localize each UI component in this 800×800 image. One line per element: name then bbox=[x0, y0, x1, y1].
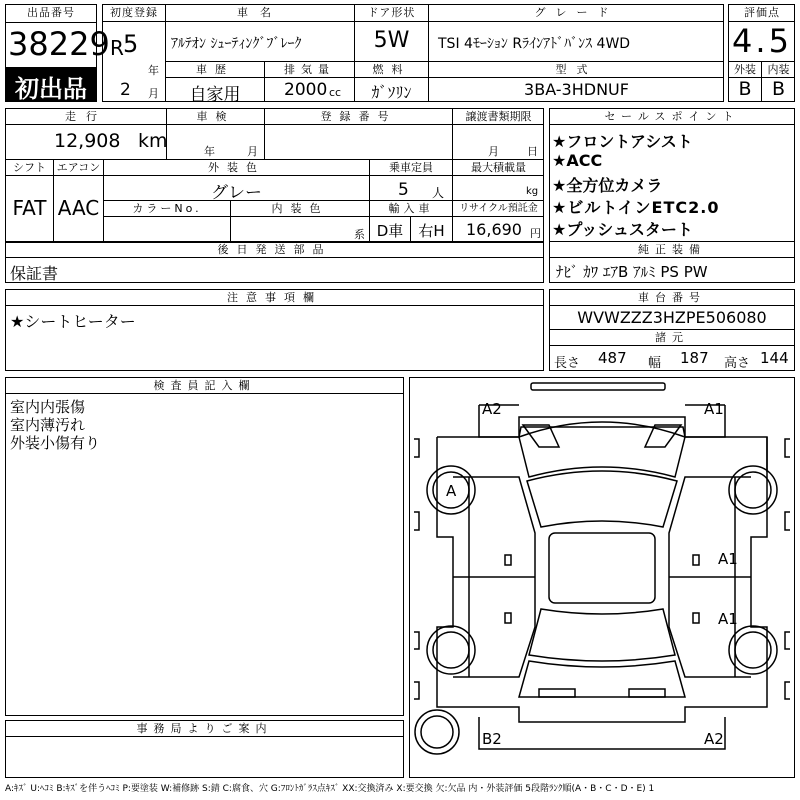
height-value: 144 bbox=[760, 349, 789, 367]
sales-point-2: ★ACC bbox=[552, 151, 603, 170]
sales-points-label: セールスポイント bbox=[604, 110, 740, 123]
import-label: 輸入車 bbox=[388, 202, 434, 215]
ext-color-label: 外装色 bbox=[208, 161, 265, 174]
office-label: 事務局よりご案内 bbox=[136, 722, 273, 735]
inspector-label: 検査員記入欄 bbox=[153, 379, 256, 392]
grade-value: TSI 4ﾓｰｼｮﾝ Rﾗｲﾝｱﾄﾞﾊﾞﾝｽ 4WD bbox=[438, 36, 631, 52]
mark-front-left: A2 bbox=[482, 400, 502, 418]
notes-label: 注意事項欄 bbox=[227, 291, 322, 304]
notes-value: ★シートヒーター bbox=[10, 312, 136, 331]
capacity-label: 乗車定員 bbox=[389, 161, 433, 174]
import-value-1: D車 bbox=[376, 222, 404, 240]
model-code-value: 3BA-3HDNUF bbox=[524, 80, 629, 99]
aircon-label: エアコン bbox=[56, 161, 101, 174]
sales-point-3: ★全方位カメラ bbox=[552, 176, 663, 195]
fuel-label: 燃料 bbox=[372, 63, 411, 76]
genuine-equip-value: ﾅﾋﾞ ｶﾜ ｴｱB ｱﾙﾐ PS PW bbox=[556, 263, 708, 281]
length-label: 長さ bbox=[554, 356, 581, 371]
model-code-label: 型式 bbox=[555, 63, 598, 76]
capacity-unit: 人 bbox=[432, 186, 445, 200]
width-value: 187 bbox=[680, 349, 709, 367]
displacement-unit: cc bbox=[329, 86, 342, 99]
first-listing-badge bbox=[6, 67, 96, 101]
first-reg-month: 2 bbox=[120, 80, 131, 100]
mark-right-door-rear: A1 bbox=[718, 610, 738, 628]
history-label: 車歴 bbox=[196, 63, 234, 76]
sales-point-1: ★フロントアシスト bbox=[552, 132, 693, 151]
first-reg-era: R bbox=[110, 36, 124, 60]
mark-rear-right: A2 bbox=[704, 730, 724, 748]
car-damage-diagram bbox=[409, 377, 795, 778]
later-parts-label: 後日発送部品 bbox=[217, 243, 332, 256]
chassis-label: 車台番号 bbox=[638, 291, 706, 304]
max-load-unit: kg bbox=[526, 186, 539, 197]
genuine-equip-label: 純正装備 bbox=[638, 243, 706, 256]
later-parts-value: 保証書 bbox=[10, 264, 59, 283]
mark-front-right: A1 bbox=[704, 400, 724, 418]
doors-value: 5W bbox=[373, 28, 410, 53]
recycle-value: 16,690 bbox=[466, 220, 522, 239]
sales-point-5: ★プッシュスタート bbox=[552, 220, 693, 239]
width-label: 幅 bbox=[648, 356, 662, 371]
doors-label: ドア形状 bbox=[367, 6, 416, 19]
int-color-label: 内装色 bbox=[271, 202, 329, 215]
inspection-month-unit: 月 bbox=[247, 145, 258, 158]
displacement-label: 排気量 bbox=[284, 63, 335, 76]
recycle-unit: 円 bbox=[530, 227, 541, 240]
fuel-value: ｶﾞｿﾘﾝ bbox=[371, 83, 412, 102]
grade-label: グレード bbox=[534, 6, 619, 19]
legend-text: A:ｷｽﾞ U:ﾍｺﾐ B:ｷｽﾞを伴うﾍｺﾐ P:要塗装 W:補修跡 S:錆 C:腐食、穴 G:ﾌﾛﾝﾄｶﾞﾗｽ点ｷｽﾞ XX:交換済み X:要交換 欠:欠品 内・外装評価 5段階ﾗﾝｸ順(A・B・C・D・E) 1 bbox=[5, 784, 655, 794]
exterior-label: 外装 bbox=[734, 63, 756, 76]
history-value: 自家用 bbox=[189, 85, 241, 105]
displacement-value: 2000 bbox=[284, 80, 328, 100]
car-name-label: 車名 bbox=[237, 6, 283, 19]
max-load-label: 最大積載量 bbox=[471, 161, 526, 174]
mark-rear-left: B2 bbox=[482, 730, 502, 748]
interior-label: 内装 bbox=[767, 63, 790, 76]
first-reg-year-unit: 年 bbox=[148, 64, 159, 77]
first-reg-year: 5 bbox=[123, 30, 139, 58]
first-reg-month-unit: 月 bbox=[148, 87, 159, 100]
transfer-month-unit: 月 bbox=[488, 145, 499, 158]
height-label: 高さ bbox=[724, 356, 751, 371]
mileage-value: 12,908 bbox=[54, 130, 121, 152]
lot-label: 出品番号 bbox=[27, 6, 75, 19]
car-name-value: ｱﾙﾃｵﾝ ｼｭｰﾃｨﾝｸﾞﾌﾞﾚｰｸ bbox=[171, 36, 302, 52]
inspection-year-unit: 年 bbox=[204, 145, 215, 158]
first-listing-badge-text: 初出品 bbox=[15, 75, 87, 103]
chassis-value: WVWZZZ3HZPE506080 bbox=[577, 308, 767, 327]
mark-right-door-front: A1 bbox=[718, 550, 738, 568]
mileage-label: 走行 bbox=[65, 110, 107, 123]
shift-value: FAT bbox=[12, 196, 47, 220]
length-value: 487 bbox=[598, 349, 627, 367]
transfer-day-unit: 日 bbox=[527, 145, 538, 158]
color-no-label: カラーNo. bbox=[132, 202, 202, 215]
inspector-line-3: 外装小傷有り bbox=[10, 434, 101, 452]
shift-label: シフト bbox=[13, 161, 46, 174]
capacity-value: 5 bbox=[398, 180, 409, 200]
mileage-unit: km bbox=[138, 130, 168, 152]
score-label: 評価点 bbox=[744, 6, 780, 19]
sales-point-4: ★ビルトインETC2.0 bbox=[552, 198, 720, 217]
lot-number: 38229 bbox=[8, 25, 110, 63]
first-reg-label: 初度登録 bbox=[110, 6, 158, 19]
reg-number-label: 登録番号 bbox=[320, 110, 397, 123]
exterior-score: B bbox=[738, 78, 752, 100]
inspection-label: 車検 bbox=[196, 110, 235, 123]
inspector-line-2: 室内薄汚れ bbox=[10, 416, 86, 434]
ext-color-value: グレー bbox=[211, 183, 262, 203]
import-value-2: 右H bbox=[418, 222, 445, 240]
inspector-line-1: 室内内張傷 bbox=[10, 398, 86, 416]
dims-label: 諸元 bbox=[655, 331, 689, 344]
lot-box bbox=[5, 4, 110, 103]
int-color-unit: 系 bbox=[354, 228, 365, 241]
aircon-value: AAC bbox=[57, 196, 100, 220]
transfer-deadline-label: 譲渡書類期限 bbox=[465, 110, 532, 123]
recycle-label: リサイクル預託金 bbox=[459, 203, 538, 214]
interior-score: B bbox=[771, 78, 786, 100]
score-value: 4.5 bbox=[732, 22, 792, 60]
mark-left-wheel: A bbox=[446, 482, 457, 500]
